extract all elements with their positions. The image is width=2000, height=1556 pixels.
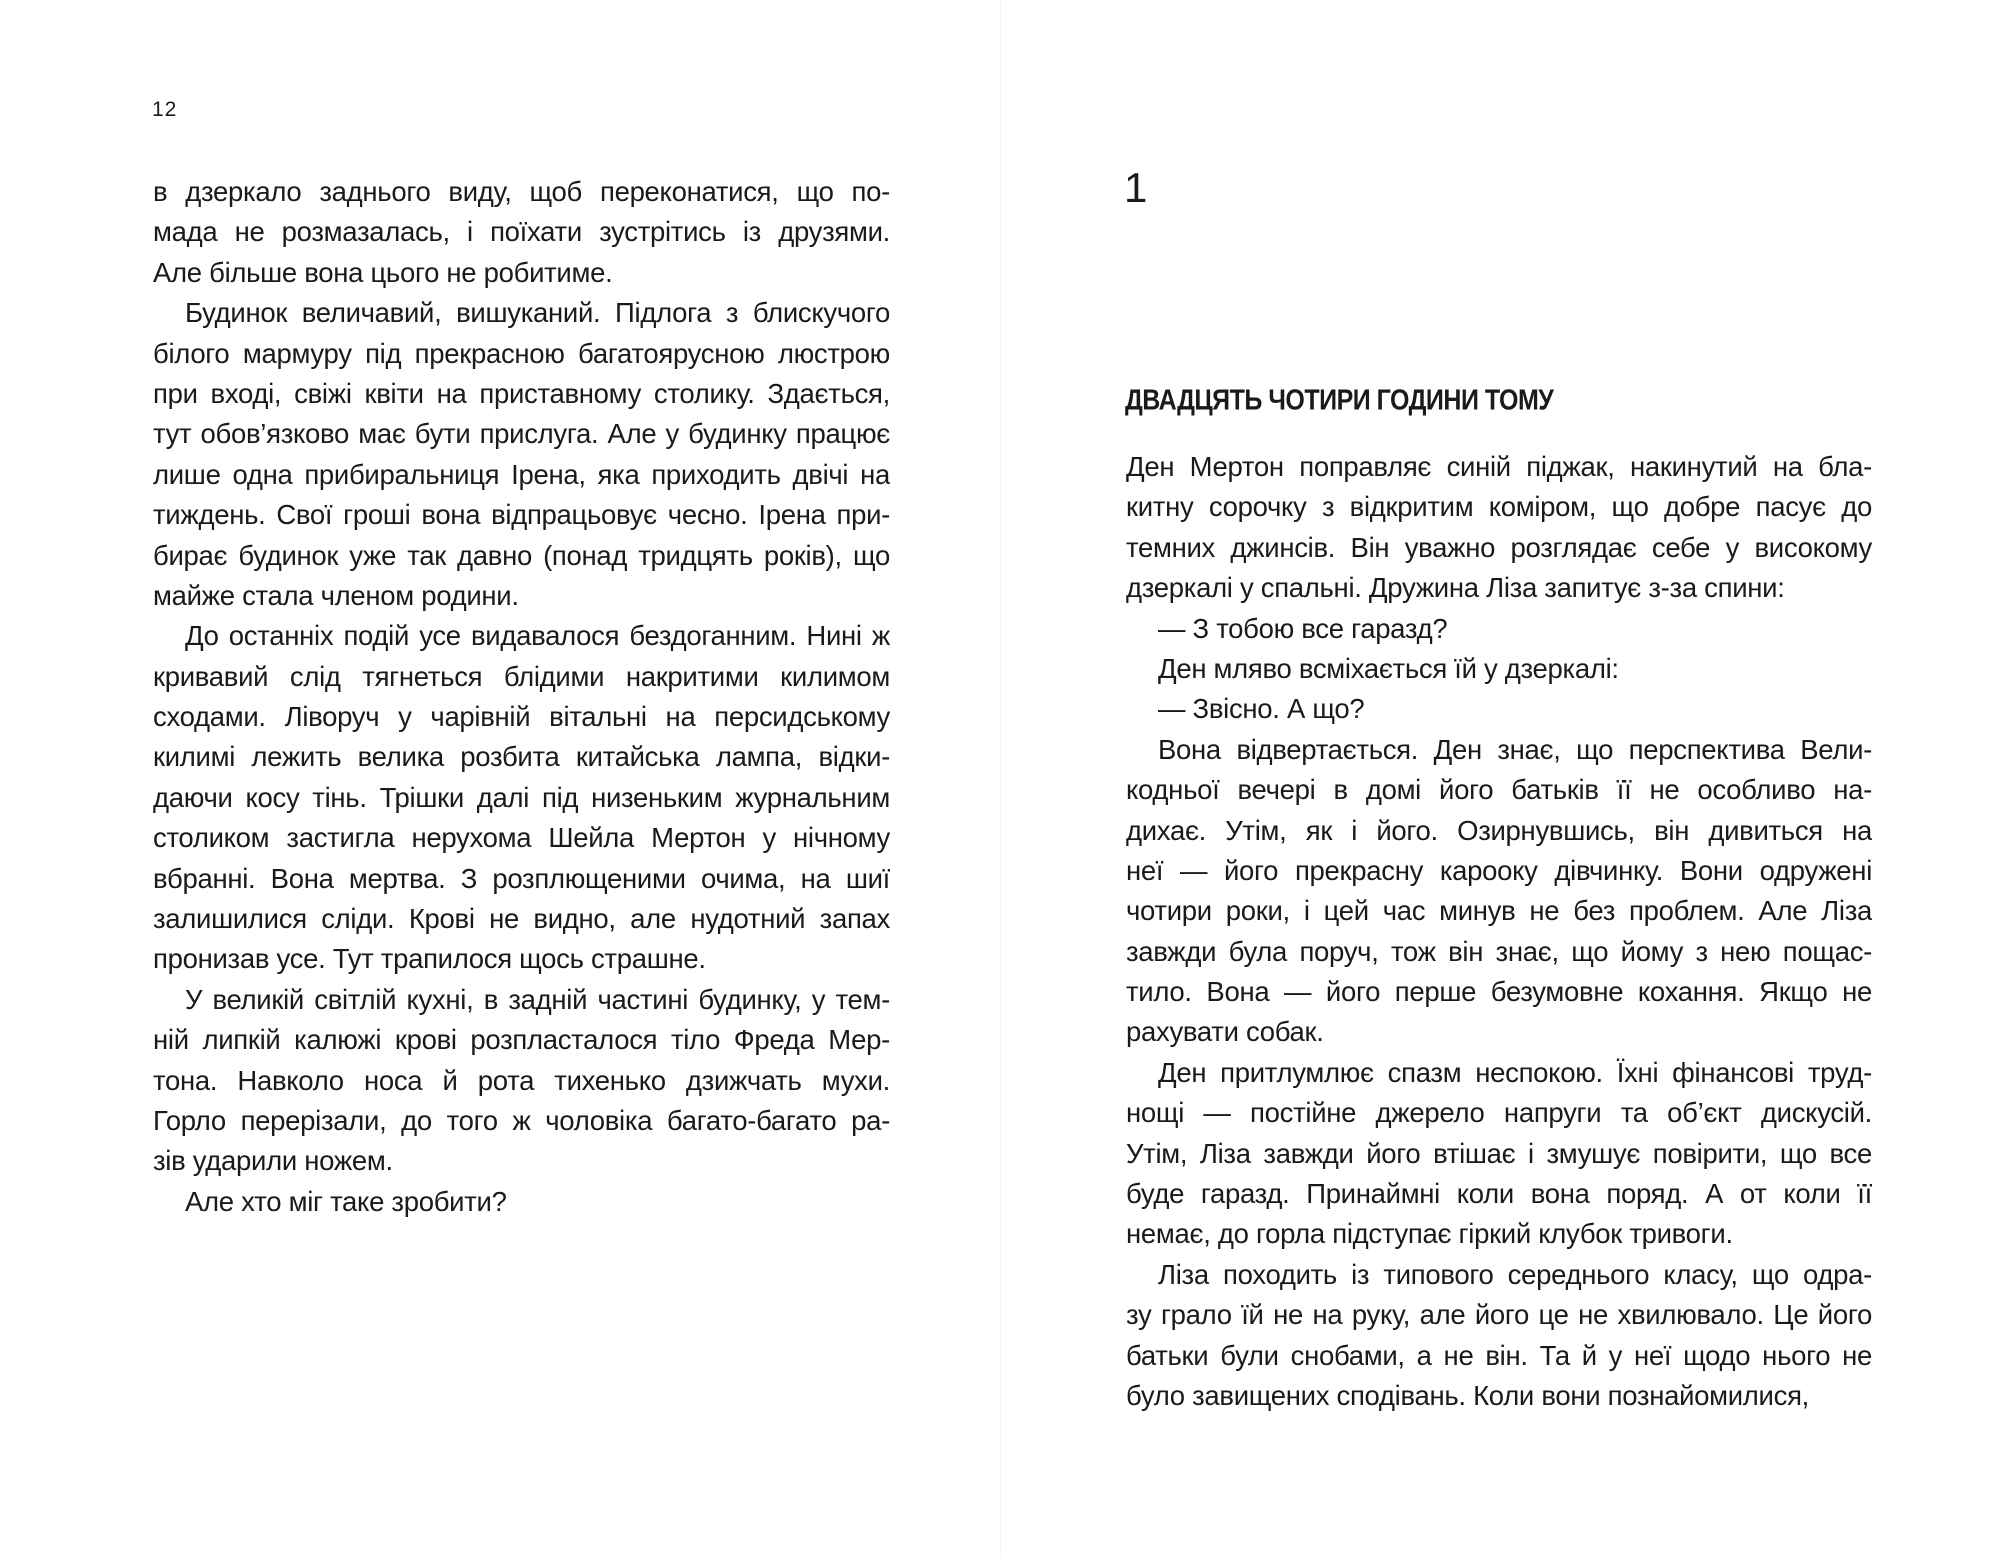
- paragraph: [1126, 1255, 1872, 1417]
- text-line: — З тобою все гаразд?: [1158, 612, 1448, 644]
- text-line: майже стала членом родини.: [153, 579, 519, 611]
- text-line: тиждень. Свої гроші вона відпрацьовує чесно. Ірена при-: [153, 499, 890, 531]
- text-line: столиком застигла нерухома Шейла Мертон у нічному: [153, 822, 890, 854]
- text-line: кривавий слід тягнеться блідими накритими килимом: [153, 660, 890, 692]
- text-line: — Звісно. А що?: [1158, 693, 1365, 725]
- text-line: Горло перерізали, до того ж чоловіка багато-багато ра-: [153, 1104, 890, 1136]
- text-line: Ден мляво всміхається їй у дзеркалі:: [1158, 652, 1619, 684]
- paragraph: [1126, 689, 1872, 729]
- text-line: тона. Навколо носа й рота тихенько дзижчать мухи.: [153, 1064, 890, 1096]
- text-line: рахувати собак.: [1126, 1016, 1324, 1048]
- text-line: кодньої вечері в домі його батьків її не особливо на-: [1126, 774, 1872, 806]
- paragraph: [1126, 730, 1872, 1053]
- text-line: вбранні. Вона мертва. З розплющеними очима, на шиї: [153, 862, 890, 894]
- text-line: буде гаразд. Принаймні коли вона поряд. А от коли її: [1126, 1178, 1872, 1210]
- paragraph: [153, 980, 890, 1182]
- text-line: пронизав усе. Тут трапилося щось страшне.: [153, 943, 706, 975]
- text-line: при вході, свіжі квіти на приставному столику. Здається,: [153, 377, 890, 409]
- text-line: тут обов’язково має бути прислуга. Але у будинку працює: [153, 418, 890, 450]
- book-gutter: [1000, 0, 1001, 1556]
- text-line: темних джинсів. Він уважно розглядає себе у високому: [1126, 531, 1872, 563]
- text-line: залишилися сліди. Крові не видно, але нудотний запах: [153, 903, 890, 935]
- text-line: бирає будинок уже так давно (понад тридцять років), що: [153, 539, 890, 571]
- paragraph: [153, 293, 890, 616]
- paragraph: [1126, 447, 1872, 609]
- text-line: зів ударили ножем.: [153, 1145, 393, 1177]
- text-line: Будинок величавий, вишуканий. Підлога з блискучого: [185, 297, 890, 329]
- text-line: У великій світлій кухні, в задній частині будинку, у тем-: [185, 983, 890, 1015]
- page-number: 12: [152, 98, 178, 121]
- text-line: дзеркалі у спальні. Дружина Ліза запитує з-за спини:: [1126, 572, 1785, 604]
- paragraph: [1126, 649, 1872, 689]
- left-page-text: [153, 172, 890, 1222]
- paragraph: [153, 172, 890, 293]
- text-line: Утім, Ліза завжди його втішає і змушує повірити, що все: [1126, 1137, 1872, 1169]
- text-line: Але хто міг таке зробити?: [185, 1185, 507, 1217]
- text-line: немає, до горла підступає гіркий клубок тривоги.: [1126, 1218, 1733, 1250]
- paragraph: [1126, 609, 1872, 649]
- right-page-text: [1126, 447, 1872, 1416]
- text-line: сходами. Ліворуч у чарівній вітальні на перcидському: [153, 701, 890, 733]
- text-line: китну сорочку з відкритим коміром, що добре пасує до: [1126, 491, 1872, 523]
- text-line: Але більше вона цього не робитиме.: [153, 256, 613, 288]
- text-line: батьки були снобами, а не він. Та й у неї щодо нього не: [1126, 1339, 1872, 1371]
- text-line: лише одна прибиральниця Ірена, яка приходить двічі на: [153, 458, 890, 490]
- text-line: було завищених сподівань. Коли вони познайомилися,: [1126, 1379, 1810, 1411]
- text-line: дихає. Утім, як і його. Озирнувшись, він дивиться на: [1126, 814, 1872, 846]
- chapter-subtitle: ДВАДЦЯТЬ ЧОТИРИ ГОДИНИ ТОМУ: [1125, 384, 1554, 417]
- text-line: Ліза походить із типового середнього класу, що одра-: [1158, 1258, 1872, 1290]
- paragraph: [153, 616, 890, 980]
- text-line: Вона відвертається. Ден знає, що перспектива Вели-: [1158, 733, 1872, 765]
- chapter-number: 1: [1124, 164, 1148, 211]
- text-line: завжди була поруч, тож він знає, що йому з нею пощас-: [1126, 935, 1872, 967]
- text-line: тило. Вона — його перше безумовне кохання. Якщо не: [1126, 976, 1872, 1008]
- paragraph: [153, 1182, 890, 1222]
- text-line: мада не розмазалась, і поїхати зустрітись із друзями.: [153, 216, 890, 248]
- text-line: Ден притлумлює спазм неспокою. Їхні фінансові труд-: [1158, 1056, 1872, 1088]
- text-line: килимі лежить велика розбита китайська лампа, відки-: [153, 741, 890, 773]
- text-line: неї — його прекрасну карооку дівчинку. Вони одружені: [1126, 854, 1872, 886]
- text-line: До останніх подій усе видавалося бездоганним. Нині ж: [185, 620, 890, 652]
- text-line: нощі — постійне джерело напруги та об’єкт дискусій.: [1126, 1097, 1872, 1129]
- text-line: зу грало їй не на руку, але його це не хвилювало. Це його: [1126, 1299, 1872, 1331]
- paragraph: [1126, 1053, 1872, 1255]
- text-line: білого мармуру під прекрасною багатоярусною люстрою: [153, 337, 890, 369]
- text-line: чотири роки, і цей час минув не без проблем. Але Ліза: [1126, 895, 1872, 927]
- text-line: ній липкій калюжі крові розпласталося тіло Фреда Мер-: [153, 1024, 890, 1056]
- text-line: даючи косу тінь. Трішки далі під низеньким журнальним: [153, 781, 890, 813]
- text-line: в дзеркало заднього виду, щоб переконатися, що по-: [153, 176, 890, 207]
- text-line: Ден Мертон поправляє синій піджак, накинутий на бла-: [1126, 451, 1872, 482]
